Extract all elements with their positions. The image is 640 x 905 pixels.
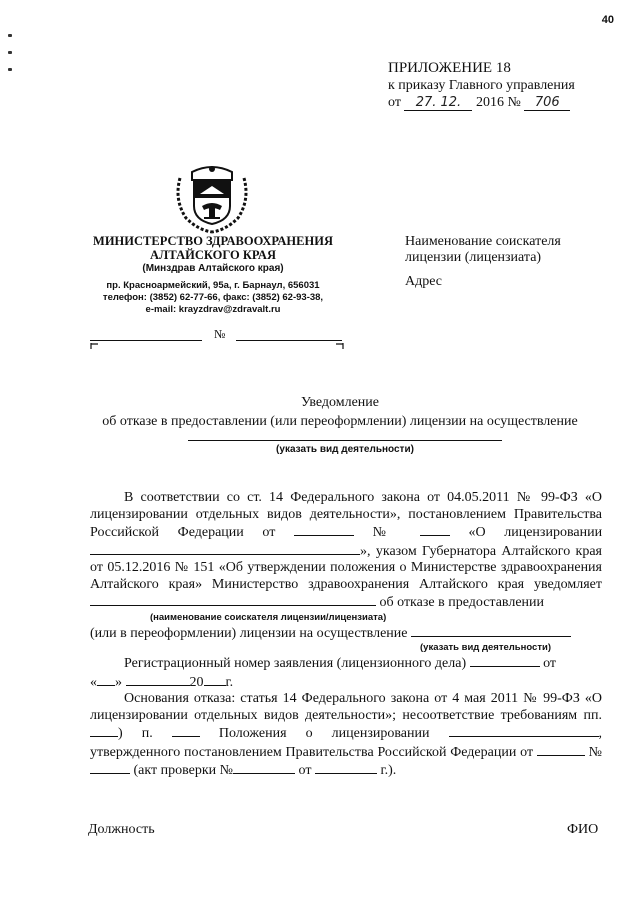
paragraph-registration: Регистрационный номер заявления (лицензионного дела) от <box>124 656 557 671</box>
outgoing-number-label: № <box>214 327 226 341</box>
margin-mark <box>8 68 12 71</box>
activity-blank-line <box>188 440 502 441</box>
page-number: 40 <box>601 14 614 26</box>
signature-position: Должность <box>88 822 155 837</box>
coat-of-arms-emblem <box>172 160 252 234</box>
ministry-phone: телефон: (3852) 62-77-66, факс: (3852) 62-93-38, <box>102 292 324 303</box>
ministry-address: пр. Красноармейский, 95а, г. Барнаул, 656031 <box>106 280 320 291</box>
paragraph-activity: (или в переоформлении) лицензии на осуществление <box>90 624 602 643</box>
ministry-name-line2: АЛТАЙСКОГО КРАЯ <box>150 248 276 262</box>
handwritten-date: 27. 12. <box>404 96 472 111</box>
ministry-name-line1: МИНИСТЕРСТВО ЗДРАВООХРАНЕНИЯ <box>93 234 333 248</box>
activity-caption: (указать вид деятельности) <box>276 444 414 455</box>
paragraph-registration-date: « » 20 г. <box>90 674 234 690</box>
margin-mark <box>8 34 12 37</box>
corner-mark-left <box>90 343 110 349</box>
recipient-name: Наименование соискателя лицензии (лицензиата) <box>405 234 561 265</box>
margin-marks <box>6 34 16 85</box>
ministry-letterhead <box>88 234 338 316</box>
ministry-email: e-mail: krayzdrav@zdravalt.ru <box>145 304 281 315</box>
outgoing-date-line <box>90 340 202 341</box>
appendix-order: к приказу Главного управления <box>388 78 575 93</box>
outgoing-number-line <box>236 340 342 341</box>
applicant-caption: (наименование соискателя лицензии/лицензиата) <box>150 611 387 623</box>
document-title <box>60 393 620 431</box>
paragraph-basis: В соответствии со ст. 14 Федерального закона от 04.05.2011 № 99-ФЗ «О лицензировании отдельных видов деятельности», постановлением Правительства Российской Федерации от № «О лицензировании », указом Губернатора Алтайского края от 05.12.2016 № 151 «Об утверждении положения о Министерстве здравоохранения Алтайского края» Министерство здравоохранения Алтайского края уведомляет об отказе в предоставлении <box>90 490 603 610</box>
margin-mark <box>8 51 12 54</box>
ministry-short-name: (Минздрав Алтайского края) <box>142 263 284 274</box>
recipient-address: Адрес <box>405 274 443 289</box>
title-line1: Уведомление <box>300 395 379 410</box>
signature-name: ФИО <box>567 822 599 837</box>
notice-body <box>90 490 602 780</box>
appendix-block <box>388 60 628 111</box>
title-line2: об отказе в предоставлении (или переоформлении) лицензии на осуществление <box>102 414 578 429</box>
corner-mark-right <box>324 343 344 349</box>
activity-caption-2: (указать вид деятельности) <box>420 642 551 653</box>
appendix-title: ПРИЛОЖЕНИЕ 18 <box>388 60 511 76</box>
handwritten-number: 706 <box>524 96 570 111</box>
appendix-date-line: от 27. 12. 2016 № 706 <box>388 94 628 111</box>
paragraph-grounds: Основания отказа: статья 14 Федерального закона от 4 мая 2011 № 99-ФЗ «О лицензировании отдельных видов деятельности»; несоответствие требованиям пп. ) п. Положения о лицензировании , утвержденного постановлением Правительства Российской Федерации от № (акт проверки № от г.). <box>90 691 603 778</box>
